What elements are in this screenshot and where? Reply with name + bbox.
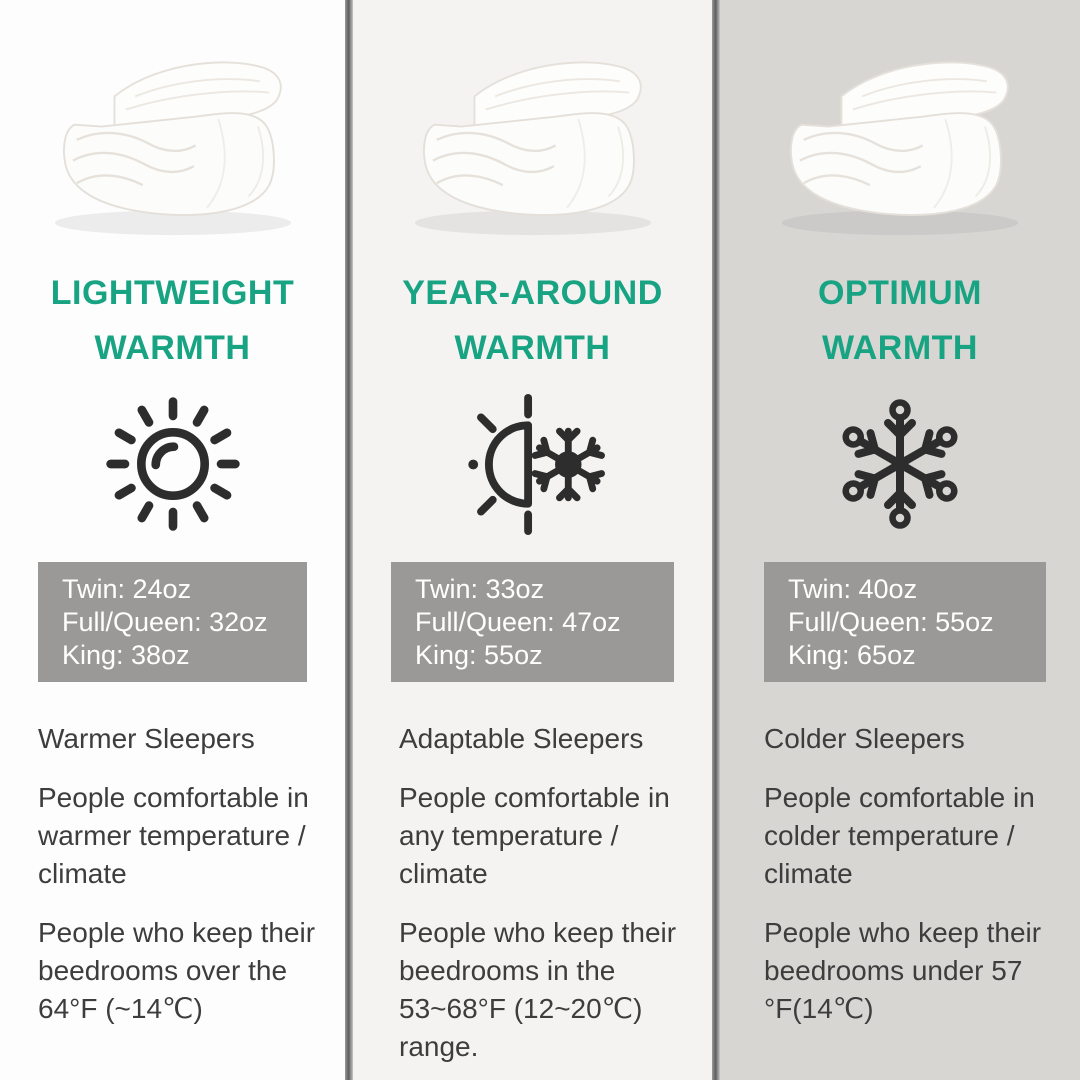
description-block <box>720 682 1080 1028</box>
product-photo <box>0 0 345 262</box>
bedroom-temperature-text: People who keep their beedrooms in the 53~68°F (12~20℃) range. <box>399 917 677 1062</box>
weight-spec-box <box>391 562 674 682</box>
sun-snowflake-icon <box>435 391 631 538</box>
title-line2: WARMTH <box>94 329 251 367</box>
description-block <box>0 682 345 1028</box>
folded-comforter-image <box>382 22 684 250</box>
weight-spec-line: King: 38oz <box>62 639 190 670</box>
warmth-icon-row <box>720 374 1080 554</box>
warmth-icon-row <box>0 374 345 554</box>
sleeper-type-text: Colder Sleepers <box>764 723 965 754</box>
column-optimum <box>720 0 1080 1080</box>
description-block <box>353 682 712 1066</box>
warmth-icon-row <box>353 374 712 554</box>
title-line2: WARMTH <box>454 329 611 367</box>
folded-comforter-image <box>22 22 324 250</box>
weight-spec-line: Twin: 40oz <box>788 573 918 604</box>
bedroom-temperature-text: People who keep their beedrooms under 57 °F(14℃) <box>764 917 1042 1024</box>
bedroom-temperature-text: People who keep their beedrooms over the 64°F (~14℃) <box>38 917 316 1024</box>
weight-spec-line: Twin: 33oz <box>415 573 545 604</box>
column-divider <box>345 0 353 1080</box>
weight-spec-line: King: 55oz <box>415 639 543 670</box>
weight-spec-box <box>38 562 307 682</box>
product-photo <box>353 0 712 262</box>
sun-icon <box>97 392 249 536</box>
column-title <box>720 262 1080 374</box>
folded-comforter-image <box>749 22 1051 250</box>
weight-spec-line: Twin: 24oz <box>62 573 192 604</box>
product-photo <box>720 0 1080 262</box>
title-line1: LIGHTWEIGHT <box>50 274 295 312</box>
column-title <box>0 262 345 374</box>
weight-spec-line: King: 65oz <box>788 639 916 670</box>
weight-spec-line: Full/Queen: 32oz <box>62 606 268 637</box>
column-divider <box>712 0 720 1080</box>
comfort-description-text: People comfortable in any temperature / climate <box>399 782 670 889</box>
sleeper-type-text: Warmer Sleepers <box>38 723 255 754</box>
title-line1: YEAR-AROUND <box>402 274 663 312</box>
column-lightweight <box>0 0 345 1080</box>
title-line1: OPTIMUM <box>817 274 983 312</box>
comfort-description-text: People comfortable in colder temperature / climate <box>764 782 1035 889</box>
sleeper-type-text: Adaptable Sleepers <box>399 723 644 754</box>
column-year-around <box>353 0 712 1080</box>
comfort-description-text: People comfortable in warmer temperature / climate <box>38 782 309 889</box>
snowflake-icon <box>833 389 967 539</box>
weight-spec-box <box>764 562 1046 682</box>
weight-spec-line: Full/Queen: 55oz <box>788 606 994 637</box>
title-line2: WARMTH <box>822 329 978 367</box>
weight-spec-line: Full/Queen: 47oz <box>415 606 621 637</box>
column-title <box>353 262 712 374</box>
